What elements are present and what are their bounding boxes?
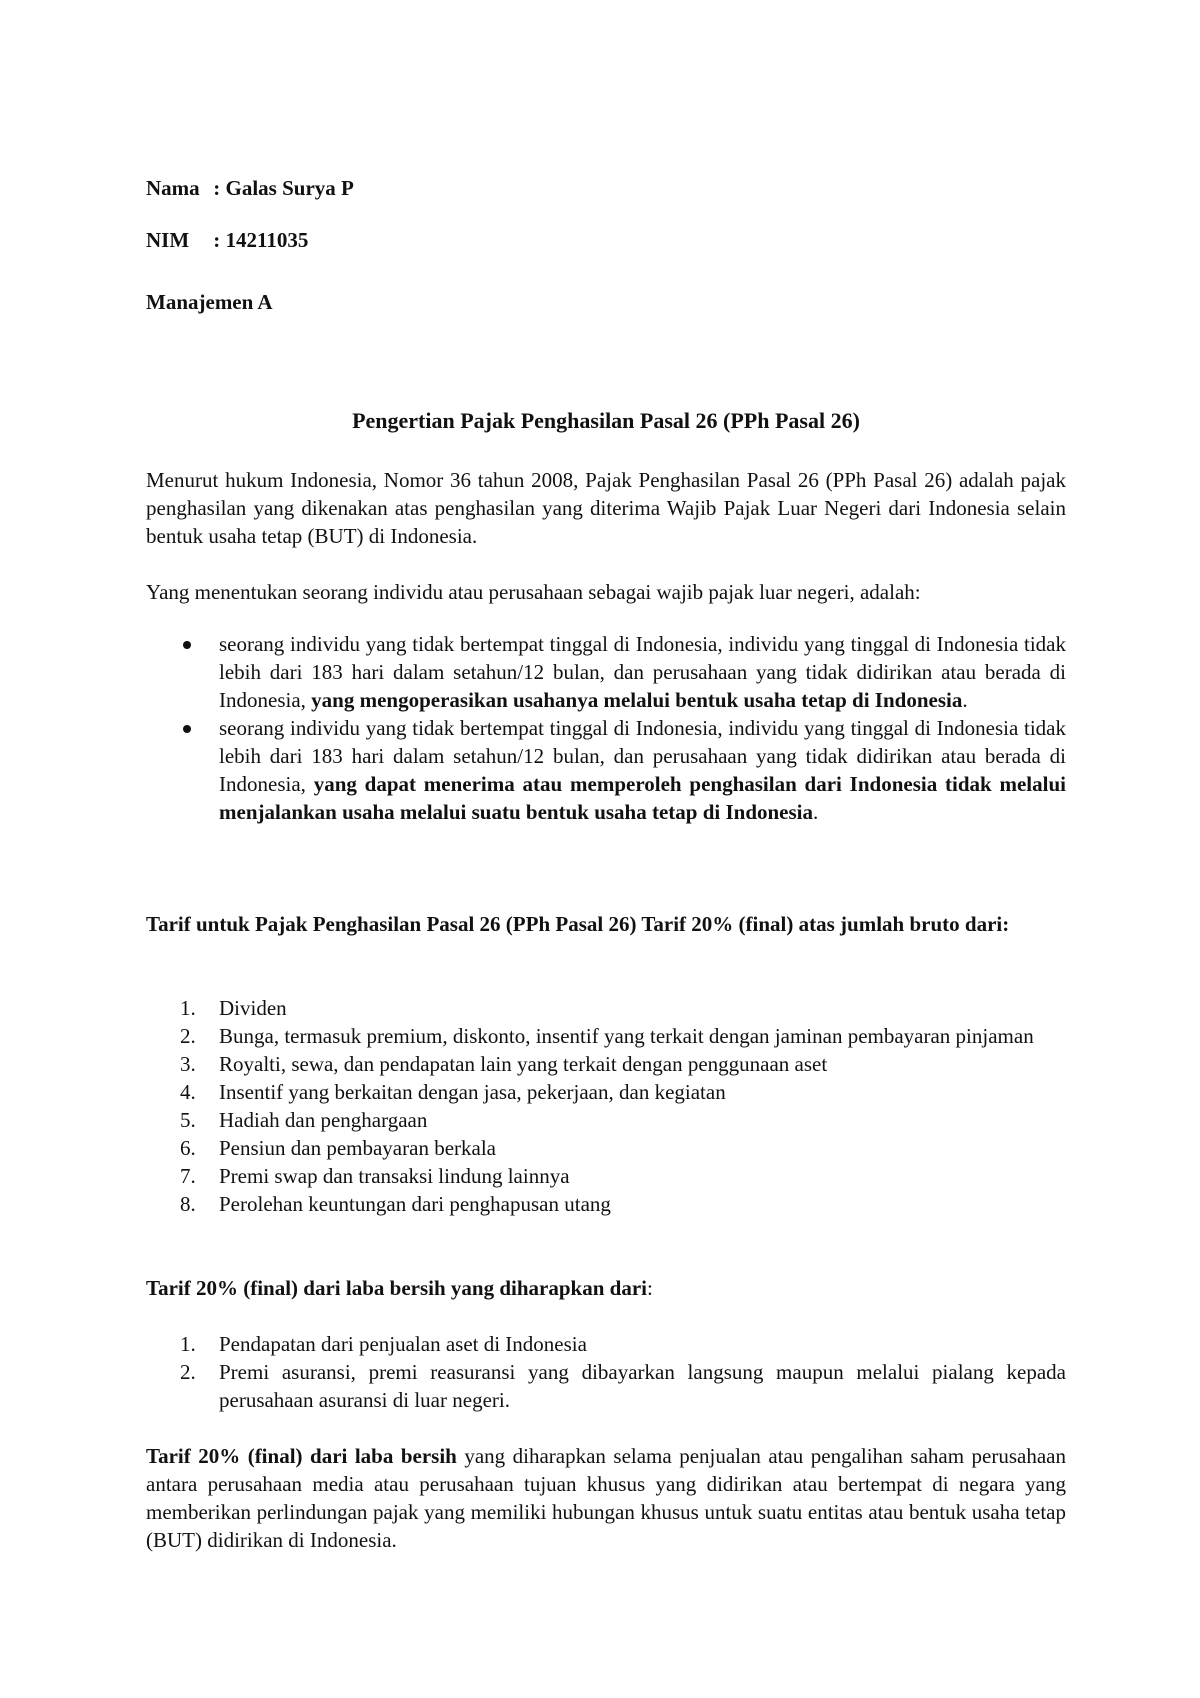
- criteria-end: .: [813, 800, 819, 824]
- list-text: Dividen: [219, 996, 287, 1020]
- nim-value: : 14211035: [213, 228, 309, 252]
- document-title: Pengertian Pajak Penghasilan Pasal 26 (PPh Pasal 26): [352, 408, 860, 433]
- class-value: Manajemen A: [146, 290, 273, 314]
- closing-text: yang diharapkan selama penjualan atau pengalihan saham perusahaan antara perusahaan media atau perusahaan tujuan khusus yang didirikan atau bertempat di negara yang memberikan perlindungan pajak yang memiliki hubungan khusus untuk suatu entitas atau bentuk usaha tetap (BUT) didirikan di Indonesia.: [146, 1444, 1066, 1552]
- list-number: 4.: [180, 1080, 196, 1104]
- list-number: 8.: [180, 1192, 196, 1216]
- criteria-list: [146, 630, 1066, 826]
- list-item: [146, 1134, 1066, 1162]
- list-item: [146, 994, 1066, 1022]
- list-item: [146, 1106, 1066, 1134]
- tarif2-list: [146, 1330, 1066, 1414]
- nim-label: NIM: [146, 228, 190, 252]
- list-text: Pensiun dan pembayaran berkala: [219, 1136, 496, 1160]
- criteria-text: seorang individu yang tidak bertempat tinggal di Indonesia, individu yang tinggal di Indonesia tidak lebih dari 183 hari dalam setahun/12 bulan, dan perusahaan yang tidak didirikan atau berada di Indonesia,: [219, 632, 1066, 712]
- bullet-icon: [183, 641, 191, 649]
- criteria-intro: Yang menentukan seorang individu atau perusahaan sebagai wajib pajak luar negeri, adalah:: [146, 580, 921, 604]
- criteria-bold: yang mengoperasikan usahanya melalui bentuk usaha tetap di Indonesia: [311, 688, 963, 712]
- name-line: [146, 176, 354, 201]
- criteria-bold: yang dapat menerima atau memperoleh penghasilan dari Indonesia tidak melalui menjalankan usaha melalui suatu bentuk usaha tetap di Indonesia: [219, 772, 1066, 824]
- list-number: 7.: [180, 1164, 196, 1188]
- list-text: Insentif yang berkaitan dengan jasa, pekerjaan, dan kegiatan: [219, 1080, 726, 1104]
- bullet-icon: [183, 725, 191, 733]
- closing-bold: Tarif 20% (final) dari laba bersih: [146, 1444, 457, 1468]
- tarif1-heading: Tarif untuk Pajak Penghasilan Pasal 26 (PPh Pasal 26) Tarif 20% (final) atas jumlah bruto dari:: [146, 912, 1010, 936]
- list-item: [146, 1190, 1066, 1218]
- list-number: 6.: [180, 1136, 196, 1160]
- nim-line: [146, 228, 308, 253]
- closing-paragraph: [146, 1442, 1066, 1554]
- name-label: Nama: [146, 176, 200, 200]
- list-text: Bunga, termasuk premium, diskonto, insentif yang terkait dengan jaminan pembayaran pinjaman: [219, 1024, 1034, 1048]
- list-text: Royalti, sewa, dan pendapatan lain yang terkait dengan penggunaan aset: [219, 1052, 828, 1076]
- criteria-item: [146, 630, 1066, 714]
- tarif1-list: [146, 994, 1066, 1218]
- list-text: Hadiah dan penghargaan: [219, 1108, 428, 1132]
- list-item: [146, 1330, 1066, 1358]
- intro-paragraph: Menurut hukum Indonesia, Nomor 36 tahun 2008, Pajak Penghasilan Pasal 26 (PPh Pasal 26) adalah pajak penghasilan yang dikenakan atas penghasilan yang diterima Wajib Pajak Luar Negeri dari Indonesia selain bentuk usaha tetap (BUT) di Indonesia.: [146, 468, 1066, 548]
- list-number: 1.: [180, 1332, 196, 1356]
- list-text: Premi swap dan transaksi lindung lainnya: [219, 1164, 570, 1188]
- list-item: [146, 1078, 1066, 1106]
- list-item: [146, 1358, 1066, 1414]
- list-item: [146, 1050, 1066, 1078]
- tarif2-heading-text: Tarif 20% (final) dari laba bersih yang diharapkan dari: [146, 1276, 647, 1300]
- tarif2-heading-colon: :: [646, 1276, 653, 1300]
- criteria-end: .: [962, 688, 968, 712]
- list-item: [146, 1162, 1066, 1190]
- list-text: Premi asuransi, premi reasuransi yang dibayarkan langsung maupun melalui pialang kepada perusahaan asuransi di luar negeri.: [219, 1360, 1066, 1412]
- class-line: [146, 290, 273, 315]
- criteria-text: seorang individu yang tidak bertempat tinggal di Indonesia, individu yang tinggal di Indonesia tidak lebih dari 183 hari dalam setahun/12 bulan, dan perusahaan yang tidak didirikan atau berada di Indonesia,: [219, 716, 1066, 796]
- list-number: 2.: [180, 1024, 196, 1048]
- list-text: Pendapatan dari penjualan aset di Indonesia: [219, 1332, 587, 1356]
- tarif2-heading: [146, 1274, 1066, 1302]
- list-number: 2.: [180, 1360, 196, 1384]
- list-number: 5.: [180, 1108, 196, 1132]
- list-text: Perolehan keuntungan dari penghapusan utang: [219, 1192, 611, 1216]
- list-item: [146, 1022, 1066, 1050]
- criteria-item: [146, 714, 1066, 826]
- list-number: 3.: [180, 1052, 196, 1076]
- name-value: : Galas Surya P: [213, 176, 354, 200]
- list-number: 1.: [180, 996, 196, 1020]
